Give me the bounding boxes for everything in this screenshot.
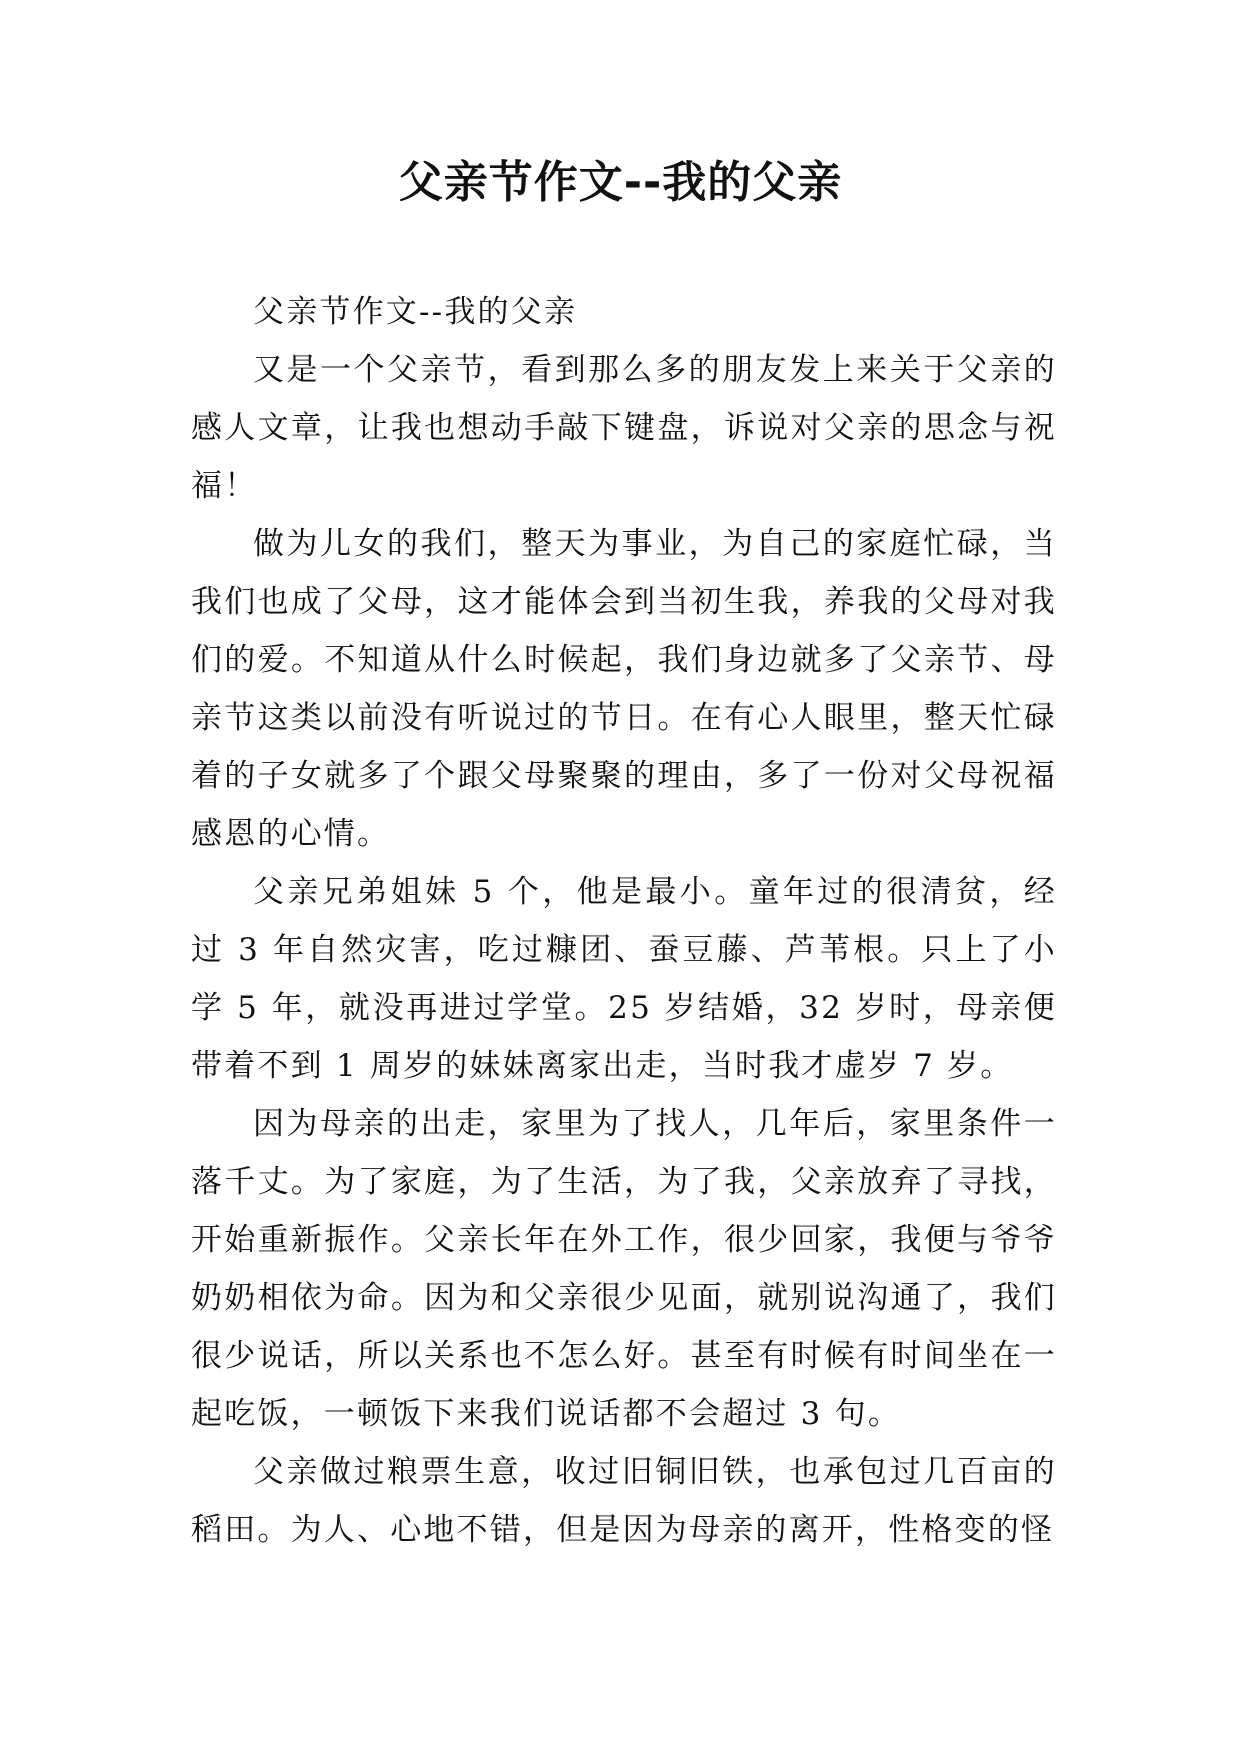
document-title: 父亲节作文--我的父亲 bbox=[398, 157, 843, 208]
document-body bbox=[191, 283, 1057, 1559]
paragraph: 父亲节作文--我的父亲 bbox=[253, 294, 578, 330]
paragraph: 父亲兄弟姐妹 5 个，他是最小。童年过的很清贫，经过 3 年自然灾害，吃过糠团、蚕豆藤、芦苇根。只上了小学 5 年，就没再进过学堂。25 岁结婚，32 岁时，母亲便带着不到 1 周岁的妹妹离家出走，当时我才虚岁 7 岁。 bbox=[191, 874, 1057, 1084]
paragraph: 做为儿女的我们，整天为事业，为自己的家庭忙碌，当我们也成了父母，这才能体会到当初生我，养我的父母对我们的爱。不知道从什么时候起，我们身边就多了父亲节、母亲节这类以前没有听说过的节日。在有心人眼里，整天忙碌着的子女就多了个跟父母聚聚的理由，多了一份对父母祝福感恩的心情。 bbox=[191, 526, 1057, 852]
paragraph: 又是一个父亲节，看到那么多的朋友发上来关于父亲的感人文章，让我也想动手敲下键盘，诉说对父亲的思念与祝福！ bbox=[191, 352, 1057, 504]
paragraph: 因为母亲的出走，家里为了找人，几年后，家里条件一落千丈。为了家庭，为了生活，为了我，父亲放弃了寻找，开始重新振作。父亲长年在外工作，很少回家，我便与爷爷奶奶相依为命。因为和父亲很少见面，就别说沟通了，我们很少说话，所以关系也不怎么好。甚至有时候有时间坐在一起吃饭，一顿饭下来我们说话都不会超过 3 句。 bbox=[191, 1106, 1057, 1432]
paragraph: 父亲做过粮票生意，收过旧铜旧铁，也承包过几百亩的稻田。为人、心地不错，但是因为母亲的离开，性格变的怪 bbox=[191, 1454, 1057, 1548]
